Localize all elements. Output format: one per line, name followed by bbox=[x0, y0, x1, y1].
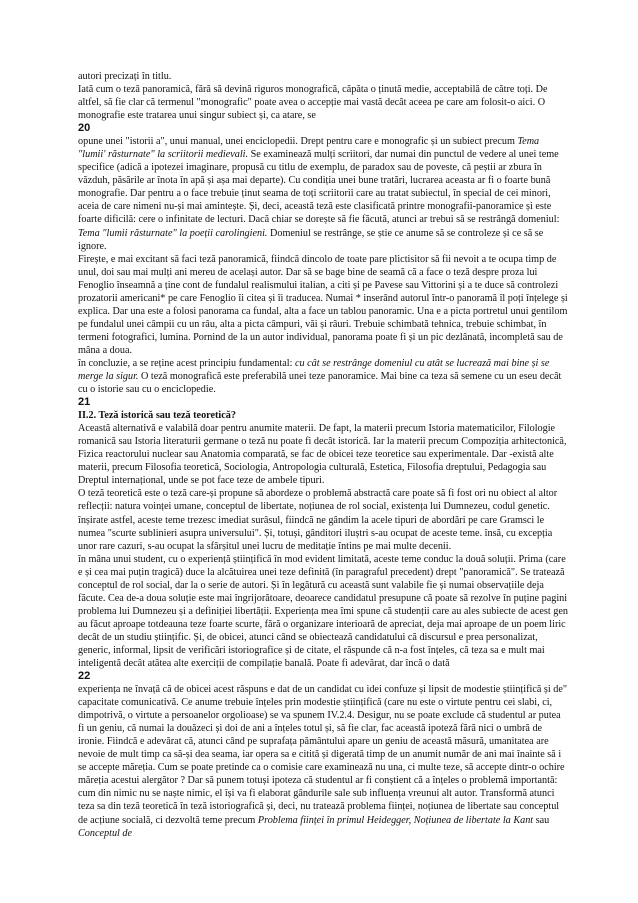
paragraph-text: opune unei "istorii a", unui manual, unei enciclopedii. Drept pentru care e monografic și un subiect precum bbox=[78, 136, 518, 148]
section-heading: II.2. Teză istorică sau teză teoretică? bbox=[78, 410, 236, 422]
paragraph-text: sau bbox=[533, 814, 550, 826]
italic-title: Problema ființei în primul Heidegger, Noțiunea de libertate la Kant bbox=[257, 814, 534, 826]
paragraph-text: Se examinează mulți scriitori, dar numai din punctul de vedere al unei teme specifice (adică a ipotezei imaginare, propusă cu titlu de exemplu, de paradox sau de poveste, că peștii ar zbura în văzduh, păsările ar înota în apă și așa mai departe). Cu condiția unei bune tratări, lucrarea aceasta ar fi o foarte bună monografie. Dar pentru a o face trebuie ținut seama de toți scriitorii care au tratat subiectul, în special de cei minori, aceia de care nimeni nu-și mai amintește. Și, deci, această teză este clasificată printre monografii-panoramice și este foarte dificilă: cere o infinitate de lecturi. Dacă chiar se dorește să fie făcută, atunci ar trebui să se restrângă domeniul: bbox=[78, 149, 560, 226]
page-number: 21 bbox=[78, 396, 91, 409]
italic-title: Tema "lumii răsturnate" la poeții carolingieni. bbox=[78, 227, 268, 239]
paragraph bbox=[78, 135, 568, 252]
paragraph-text: experiența ne învață că de obicei acest răspuns e dat de un candidat cu idei confuze și lipsit de modestie științifică și de" capacitate comunicativă. Ce anume trebuie înțeles prin modestie științifică (care nu este o virtute pentru cei slabi, ci, dimpotrivă, o virtute a persoanelor orgolioase) se va spunem IV.2.4. Desigur, nu se poate exclude că studentul ar putea fi un geniu, că numai la douăzeci și doi de ani a înțeles totul și, să fie clar, fac această ipoteză fără nici o umbră de ironie. Fiindcă e adevărat că, atunci când pe suprafața pământului apare un geniu de această măsură, umanitatea are nevoie de mult timp ca să-și dea seama, iar opera sa e citită și digerată timp de un anumit număr de ani mai înainte să i se accepte măreția. Cum se poate pretinde ca o comisie care examinează nu una, ci multe teze, să accepte dintr-o ochire măreția acestui alergător ? Dar să punem totuși ipoteza că studentul ar fi conștient că a înțeles o problemă importantă: cum din nimic nu se naște nimic, el își va fi elaborat gândurile sale sub influența vreunui alt autor. Transformă atunci teza sa din teză teoretică în teză istoriografică și, deci, nu tratează problema ființei, noțiunea de libertate sau conceptul de acțiune socială, ci dezvoltă teme precum bbox=[78, 684, 568, 826]
page-number: 22 bbox=[78, 670, 91, 683]
paragraph bbox=[78, 357, 568, 396]
page-number: 20 bbox=[78, 122, 91, 135]
paragraph: Iată cum o teză panoramică, fără să devină riguros monografică, căpăta o ținută medie, acceptabilă de către toți. De altfel, să fie clar că termenul "monografic" poate avea o accepție mai vastă decât aceea pe care am folosit-o aici. O monografie este tratarea unui singur subiect și, ca atare, se bbox=[78, 84, 548, 122]
paragraph: autori precizați în titlu. bbox=[78, 71, 172, 82]
italic-title: Conceptul de bbox=[78, 827, 133, 839]
paragraph: Această alternativă e valabilă doar pentru anumite materii. De fapt, la materii precum Istoria matematicilor, Filologie romanică sau Istoria literaturii germane o teză nu poate fi decât istorică. Iar la materii precum Compoziția arhitectonică, Fizica reactorului nuclear sau Anatomia comparată, se fac de obicei teze teoretice sau experimentale. Dar -există alte materii, precum Filosofia teoretică, Sociologia, Antropologia culturală, Estetica, Filosofia dreptului, Pedagogia sau Dreptul internațional, unde se pot face teze de ambele tipuri. bbox=[78, 423, 567, 487]
paragraph-text: O teză monografică este preferabilă unei teze panoramice. Mai bine ca teza să semene cu un eseu decât cu o istorie sau cu o enciclopedie. bbox=[78, 371, 562, 396]
paragraph-text: Domeniul se restrânge, se știe ce anume să se controleze și ce să se ignore. bbox=[78, 227, 544, 252]
paragraph: Firește, e mai excitant să faci teză panoramică, fiindcă dincolo de toate pare plictisitor să fii nevoit a te ocupa timp de unul, doi sau mai mulți ani mereu de același autor. Dar să se bage bine de seamă că a face o teză despre proza lui Fenoglio înseamnă a ține cont de fundalul realismului italian, a citi și pe Pavese sau Vittorini și a te duce să controlezi prozatorii americani* pe care Fenoglio îi citea și îi traducea. Numai * inserând autorul într-o panoramă îl poți înțelege și explica. Dar una este a folosi panorama ca fundal, alta a face un tablou panoramic. Una e a picta portretul unui gentilom pe fundalul unei câmpii cu un râu, alta a picta câmpuri, văi și râuri. Trebuie schimbată tehnica, trebuie schimbat, în termeni fotografici, lumina. Pornind de la un autor individual, panorama poate fi și un pic dezlânată, incompletă sau de mâna a doua. bbox=[78, 253, 568, 356]
italic-principle: cu cât se restrânge domeniul cu atât se lucrează mai bine și se merge la sigur. bbox=[78, 357, 550, 383]
paragraph: O teză teoretică este o teză care-și propune să abordeze o problemă abstractă care poate să fi fost ori nu obiect al altor reflecții: natura voinței umane, conceptul de libertate, noțiunea de rol social, existența lui Dumnezeu, codul genetic. înșirate astfel, aceste teme trezesc imediat surâsul, fiindcă ne gândim la acele tipuri de abordări pe care Gramsci le numea "scurte sublinieri asupra universului". Și, totuși, gânditori iluștri s-au ocupat de aceste teme. însă, cu excepția unor rare cazuri, s-au ocupat la sfârșitul unei lucru de meditație întins pe mai multe decenii. bbox=[78, 488, 558, 552]
paragraph: în mâna unui student, cu o experiență științifică în mod evident limitată, aceste teme conduc la două soluții. Prima (care e și cea mai puțin tragică) duce la alcătuirea unei teze definită (în paragraful precedent) drept "panoramică". Se tratează conceptul de rol social, dar la o serie de autori. Și în legătură cu această sunt valabile fie și numai observațiile deja făcute. Cea de-a doua soluție este mai îngrijorătoare, deoarece candidatul presupune că poate să rezolve în puține pagini problema lui Dumnezeu și a definiției libertății. Experiența mea îmi spune că studenții care au ales subiecte de acest gen au făcut aproape totdeauna teze foarte scurte, fără o organizare interioară de apreciat, deja mai aproape de un poem liric decât de un studiu științific. Și, de obicei, atunci când se obiectează candidatului că discursul e prea personalizat, generic, informal, lipsit de verificări istoriografice și de citate, el răspunde că n-a fost înțeles, că teza sa e mult mai inteligentă decât atâtea alte exerciții de compilație banală. Poate fi adevărat, dar încă o dată bbox=[78, 553, 568, 670]
paragraph-text: în concluzie, a se reține acest principiu fundamental: bbox=[78, 357, 295, 369]
italic-title: Tema "lumii' răsturnate" la scriitorii medievali. bbox=[78, 136, 540, 161]
paragraph bbox=[78, 683, 568, 840]
document-page bbox=[78, 70, 568, 840]
